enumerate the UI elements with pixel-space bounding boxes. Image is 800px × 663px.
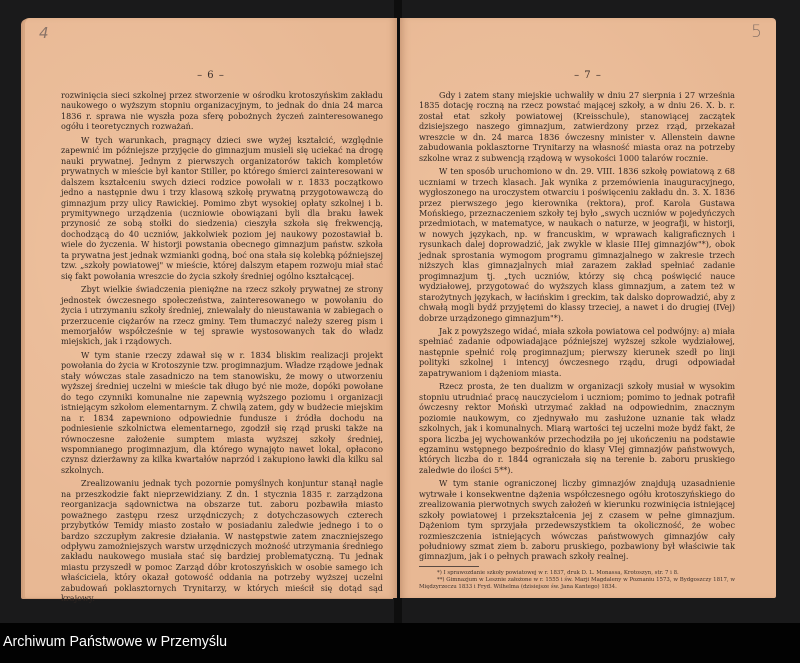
page-number: – 6 – — [197, 70, 225, 81]
paragraph: Jak z powyższego widać, miała szkoła powiatowa cel podwójny: a) miała spełniać zadanie odpowiadające późniejszej wyższej szkole wydziałowej, następnie spełnić rolę progimnazjum; pierwszy kierunek szedł po linji polityki szkolnej i intencyj ówczesnego rządu, drugi odpowiadał zapatrywaniom i dążeniom miasta. — [419, 325, 735, 378]
paragraph: W ten sposób uruchomiono w dn. 29. VIII. 1836 szkołę powiatową z 68 uczniami w trzech klasach. Jak wynika z przemówienia inauguracyjnego, wygłoszonego na uroczystem otwarciu i poświęceniu zakładu dn. 3. X. 1836 przez pierwszego jego kierownika (rektora), prof. Karola Gustawa Mońskiego, przeznaczeniem szkoły tej było „swych uczniów w pojedyńczych przedmiotach, w matematyce, w naukach o naturze, w jeografji, w historji, w nowych językach, np. w francuskim, w wprawach kaligraficznych i rysunkach dalej doprowadzić, jak zwykle w klasie IIIej gimnazjów"*), obok jednak sprostania wymogom programu gimnazjalnego w zakresie trzech niższych klas gimnazjalnych miał zarazem zakład spełniać zadanie progimnazjum tj. „tych uczniów, którzy się chcą poświęcić nauce wydziałowej, przygotować do wyższych klass gimnazjum, a zatem też w starożytnych językach, w łacińskim i greckim, tak dalsko doprowadzić, aby z chwałą mogli bydź przyjętemi do klassy trzeciej, a nawet i do drugiej (IVej) dobrze urządzonego gimnazjum"*). — [419, 166, 735, 323]
paragraph: W tych warunkach, pragnący dzieci swe wyżej kształcić, względnie zapewnić im późniejsze przyjęcie do gimnazjum musieli się uciekać na drogę nauki prywatnej. Jednym z pierwszych organizatorów takich kompletów prywatnych w mieście był kantor Stiller, po którego śmierci zainteresowani w dalszem kształceniu swych dzieci rodzice powołali w r. 1833 początkowo jedno a następnie dwu i trzy klasową szkołę prywatną przygotowawczą do gimnazjum przy ulicy Rawickiej. Pomimo zbyt wysokiej opłaty szkolnej i b. prymitywnego urządzenia (uczniowie obowiązani byli dla braku ławek przynosić ze sobą stołki do siedzenia) cieszyła szkoła się frekwencją, dochodzącą do 40 uczniów, jakkolwiek poziom jej naukowy pozostawiał b. wiele do życzenia. W historji powstania obecnego gimnazjum państw. szkoła ta prywatna jest jednak wzmianki godną, boć ona stała się kolebką późniejszej tzw. „szkoły powiatowej" w mieście, której dalszym etapem rozwoju miał stać się fakt powołania wreszcie do życia szkoły średniej ogólno kształcącej. — [61, 134, 383, 281]
page-text — [419, 90, 735, 591]
right-page — [400, 18, 776, 598]
left-page — [25, 18, 397, 604]
paragraph: rozwinięcia sieci szkolnej przez stworzenie w ośrodku krotoszyńskim zakładu naukowego o wyższym stopniu organizacyjnym, to jednak do dnia 24 marca 1836 r. sprawa nie wyszła poza sferę pobożnych życzeń zainteresowanego ogółu i teoretycznych rozważań. — [61, 90, 383, 132]
paragraph: W tym stanie rzeczy zdawał się w r. 1834 bliskim realizacji projekt powołania do życia w Krotoszynie tzw. progimnazjum. Władze rządowe jednak stały wówczas stale zasadniczo na tem stanowisku, że mowy o utworzeniu wyższej średniej uczelni w mieście tak długo być nie może, dopóki powołane do tego czynniki komunalne nie zapewnią wyższego poziomu i organizacji istniejącym szkołom elementarnym. Z chwilą zatem, gdy w budżecie miejskim na r. 1834 zapewniono odpowiednie fundusze i źródła dochodu na podniesienie szkolnictwa elementarnego, zgodził się rząd pruski także na równoczesne założenie sumptem miasta wyższej szkoły średniej, wspomnianego progimnazjum, dla którego wynajęto nawet lokal, opłacono czynsz dzierżawny za kilka kwartałów naprzód i zakupiono ławki dla kilku sal szkolnych. — [61, 349, 383, 475]
footnote: **) Gimnazjum w Lesznie założone w r. 1555 i św. Marji Magdaleny w Poznaniu 1573, w Bydgoszczy 1817, w Międzyrzeczu 1833 i Fryd. Wilhelma (dzisiejsze św. Jana Kantego) 1834. — [419, 576, 735, 590]
paragraph: Zbyt wielkie świadczenia pieniężne na rzecz szkoły prywatnej ze strony jednostek ówczesnego społeczeństwa, zainteresowanego w powołaniu do życia i utrzymaniu szkoły średniej, zniewalały do nieustawania w zabiegach o przerzucenie ciężarów na rzecz gminy. Tem tłumaczyć należy szereg pism i memorjałów współcześnie w tej sprawie wystosowanych tak do władz miejskich, jak i rządowych. — [61, 284, 383, 347]
footnote-divider — [419, 566, 479, 567]
page-text — [61, 90, 383, 607]
paragraph: W tym stanie ograniczonej liczby gimnazjów znajdują uzasadnienie wytrwałe i konsekwentne dążenia współczesnego ogółu krotoszyńskiego do zrealizowania pierwotnych swych założeń w kierunku rozwinięcia istniejącej szkoły powiatowej i przekształcenia jej z czasem w pełne gimnazjum. Dążeniom tym sprzyjała przedewszystkiem ta okoliczność, że wobec rozmieszczenia istniejących wówczas państwowych gimnazjów cały południowy szmat ziem b. zaboru pruskiego, pozbawiony był właściwie tak gimnazjum, jak i o pełnych prawach szkoły realnej. — [419, 478, 735, 562]
archive-name: Archiwum Państwowe w Przemyślu — [3, 633, 228, 650]
paragraph: Zrealizowaniu jednak tych pozornie pomyślnych konjuntur stanął nagle na przeszkodzie fakt nieprzewidziany. Z dn. 1 stycznia 1835 r. zarządzona reorganizacja sądownictwa na obszarze tut. zaboru pozbawiła miasto poważnego zastępu rzesz urzędniczych; z dotychczasowych czterech przybytków Temidy miasto zostało w posiadaniu zaledwie jednego i to o bardzo szczupłym zakresie działania. W następstwie zatem znaczniejszego odpływu zamożniejszych warstw urzędniczych możność utrzymania średniego zakładu naukowego musiała stać się bardziej problematyczną. Tu jednak miastu przyszedł w pomoc Zarząd dóbr krotoszyńskich w osobie samego ich właściciela, który okazał gotowość oddania na potrzeby wyższej uczelni zabudowań poklasztornych Trynitarzy, w których mieścił się dotąd sąd krajowy. — [61, 478, 383, 604]
paragraph: Gdy i zatem stany miejskie uchwaliły w dniu 27 sierpnia i 27 września 1835 dotację roczną na rzecz powstać mającej szkoły, a w dniu 26. X. b. r. został etat szkoły powiatowej (Kreisschule), stanowiącej zaczątek dzisiejszego naszego gimnazjum, zatwierdzony przez rząd, przekazał wreszcie w dn. 24 marca 1836 ówczesny minister v. Allenstein dawne zabudowania poklasztorne Trynitarzy na własność miasta oraz na potrzeby szkolne wraz z subwencją rządową w wysokości 1000 talarów rocznie. — [419, 90, 735, 163]
paragraph: Rzecz prosta, że ten dualizm w organizacji szkoły musiał w wysokim stopniu utrudniać pracę nauczycielom i uczniom; pomimo to jednak potrafił ówczesny rektor Mońskì utrzymać zakład na odpowiednim, znacznym poziomie naukowym, co zjednywało mu zasłużone uznanie tak władz szkolnych, jak i komunalnych. Miarą wartości tej uczelni może bydź fakt, że spora liczba jej wychowanków przechodziła po jej ukończeniu na podstawie egzaminu wstępnego bezpośrednio do klasy VIej gimnazjów państwowych, których liczba do r. 1844 ograniczała się na terenie b. zaboru pruskiego zaledwie do ilości 5**). — [419, 381, 735, 475]
handwritten-folio-note: 4 — [39, 24, 49, 42]
footnote: *) I sprawozdanie szkoły powiatowej w r. 1837, druk D. L. Monassa, Krotoszyn, str. 7 i 8. — [437, 569, 679, 576]
page-number: – 7 – — [574, 70, 602, 81]
archive-banner — [0, 623, 800, 663]
handwritten-folio-number: 5 — [751, 22, 762, 42]
